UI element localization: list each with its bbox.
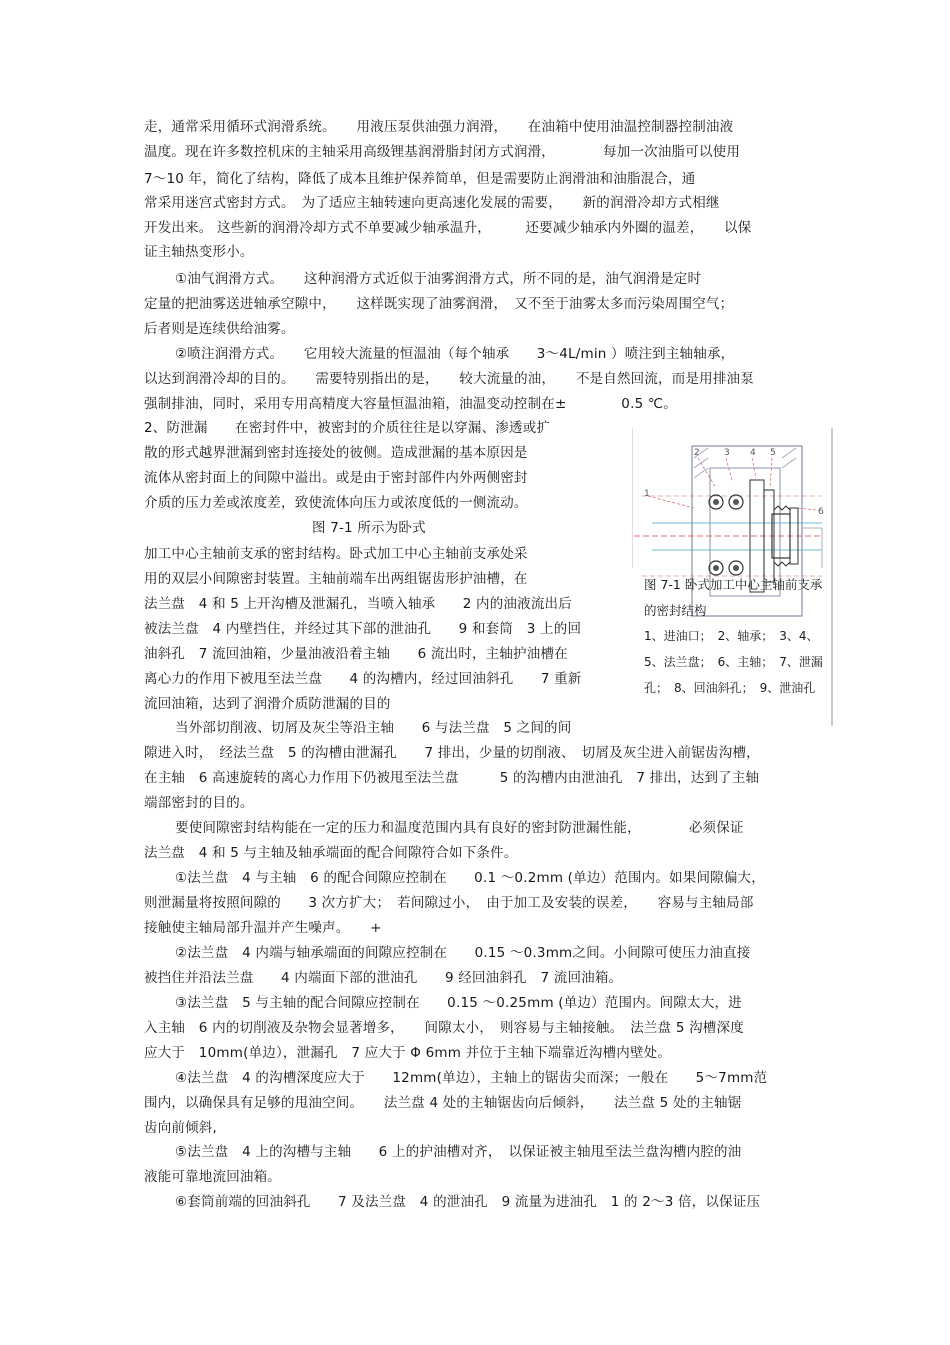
paragraph-line: 法兰盘 4 和 5 与主轴及轴承端面的配合间隙符合如下条件。 [144,845,518,861]
paragraph-line: ⑤法兰盘 4 上的沟槽与主轴 6 上的护油槽对齐， 以保证被主轴甩至法兰盘沟槽内腔的油 [175,1144,742,1160]
part-number-label: 3 [724,448,730,458]
paragraph-line: 散的形式越界泄漏到密封连接处的彼侧。造成泄漏的基本原因是 [144,445,528,461]
paragraph-line: 流回油箱，达到了润滑介质防泄漏的目的 [144,696,391,712]
paragraph-line: 加工中心主轴前支承的密封结构。卧式加工中心主轴前支承处采 [144,546,528,562]
part-number-label: 1 [644,489,650,499]
paragraph-line: 流体从密封面上的间隙中溢出。或是由于密封部件内外两侧密封 [144,470,528,486]
paragraph-line: ②喷注润滑方式。 它用较大流量的恒温油（每个轴承 3～4L/min ）喷注到主轴轴承， [175,346,735,362]
paragraph-line: 端部密封的目的。 [144,795,254,811]
paragraph-line: ②法兰盘 4 内端与轴承端面的间隙应控制在 0.15 ～0.3mm之间。小间隙可使压力油直接 [175,945,751,961]
paragraph-line: 证主轴热变形小。 [144,244,254,260]
paragraph-line: 图 7-1 所示为卧式 [312,520,426,536]
paragraph-line: 当外部切削液、切屑及灰尘等沿主轴 6 与法兰盘 5 之间的间 [175,720,572,736]
paragraph-line: 接触使主轴局部升温并产生噪声。 + [144,920,382,936]
paragraph-line: 围内，以确保具有足够的甩油空间。 法兰盘 4 处的主轴锯齿向后倾斜， 法兰盘 5 处的主轴锯 [144,1095,742,1111]
paragraph-line: 隙进入时， 经法兰盘 5 的沟槽由泄漏孔 7 排出，少量的切削液、 切屑及灰尘进入前锯齿沟槽， [144,745,760,761]
paragraph-line: 入主轴 6 内的切削液及杂物会显著增多， 间隙太小， 则容易与主轴接触。 法兰盘 5 沟槽深度 [144,1020,744,1036]
paragraph-line: 定量的把油雾送进轴承空隙中， 这样既实现了油雾润滑， 又不至于油雾太多而污染周围空气； [144,296,734,312]
paragraph-line: 液能可靠地流回油箱。 [144,1169,281,1185]
paragraph-line: 齿向前倾斜, [144,1120,217,1136]
paragraph-line: 法兰盘 4 和 5 上开沟槽及泄漏孔，当喷入轴承 2 内的油液流出后 [144,596,572,612]
paragraph-line: 要使间隙密封结构能在一定的压力和温度范围内具有良好的密封防泄漏性能， 必须保证 [175,820,744,836]
paragraph-line: 被法兰盘 4 内壁挡住，并经过其下部的泄油孔 9 和套筒 3 上的回 [144,621,582,637]
paragraph-line: ①法兰盘 4 与主轴 6 的配合间隙应控制在 0.1 ～0.2mm (单边）范围内。如果间隙偏大， [175,870,765,886]
paragraph-line: 被挡住并沿法兰盘 4 内端面下部的泄油孔 9 经回油斜孔 7 流回油箱。 [144,970,623,986]
part-number-label: 6 [818,507,824,517]
part-number-label: 2 [694,448,700,458]
paragraph-line: 以达到润滑冷却的目的。 需要特别指出的是， 较大流量的油， 不是自然回流，而是用排油泵 [144,371,754,387]
paragraph-line: 离心力的作用下被甩至法兰盘 4 的沟槽内，经过回油斜孔 7 重新 [144,671,582,687]
figure-legend: 1、进油口； 2、轴承； 3、4、5、法兰盘； 6、主轴； 7、泄漏孔； 8、回油斜孔； 9、泄油孔 [644,629,823,695]
paragraph-line: 则泄漏量将按照间隙的 3 次方扩大； 若间隙过小， 由于加工及安装的误差， 容易与主轴局部 [144,895,754,911]
paragraph-line: 常采用迷宫式密封方式。 为了适应主轴转速向更高速化发展的需要， 新的润滑冷却方式相继 [144,195,720,211]
part-number-label: 4 [750,448,756,458]
paragraph-line: 开发出来。 这些新的润滑冷却方式不单要减少轴承温升， 还要减少轴承内外圈的温差， 以保 [144,220,752,236]
paragraph-line: ⑥套筒前端的回油斜孔 7 及法兰盘 4 的泄油孔 9 流量为进油孔 1 的 2～3 倍，以保证压 [175,1194,761,1210]
part-number-label: 5 [770,448,776,458]
paragraph-line: 强制排油，同时，采用专用高精度大容量恒温油箱，油温变动控制在± 0.5 ℃。 [144,396,677,412]
paragraph-line: ①油气润滑方式。 这种润滑方式近似于油雾润滑方式，所不同的是，油气润滑是定时 [175,271,702,287]
paragraph-line: ③法兰盘 5 与主轴的配合间隙应控制在 0.15 ～0.25mm (单边）范围内。间隙太大，进 [175,995,742,1011]
section-heading-line: 2、防泄漏 在密封件中，被密封的介质往往是以穿漏、渗透或扩 [144,420,551,436]
paragraph-line: 7～10 年，简化了结构，降低了成本且维护保养简单，但是需要防止润滑油和油脂混合，通 [144,171,696,187]
paragraph-line: ④法兰盘 4 的沟槽深度应大于 12mm(单边），主轴上的锯齿尖而深；一般在 5～7mm范 [175,1070,768,1086]
paragraph-line: 走，通常采用循环式润滑系统。 用液压泵供油强力润滑， 在油箱中使用油温控制器控制油液 [144,119,734,135]
paragraph-line: 应大于 10mm(单边），泄漏孔 7 应大于 Φ 6mm 并位于主轴下端靠近沟槽内壁处。 [144,1045,672,1061]
paragraph-line: 介质的压力差或浓度差，致使流体向压力或浓度低的一侧流动。 [144,495,528,511]
paragraph-line: 温度。现在许多数控机床的主轴采用高级锂基润滑脂封闭方式润滑， 每加一次油脂可以使用 [144,144,741,160]
paragraph-line: 用的双层小间隙密封装置。主轴前端车出两组锯齿形护油槽，在 [144,571,528,587]
paragraph-line: 油斜孔 7 流回油箱，少量油液沿着主轴 6 流出时，主轴护油槽在 [144,646,568,662]
figure-caption: 图 7-1 卧式加工中心主轴前支承的密封结构 [644,577,823,618]
paragraph-line: 在主轴 6 高速旋转的离心力作用下仍被甩至法兰盘 5 的沟槽内由泄油孔 7 排出，达到了主轴 [144,770,760,786]
paragraph-line: 后者则是连续供给油雾。 [144,321,295,337]
